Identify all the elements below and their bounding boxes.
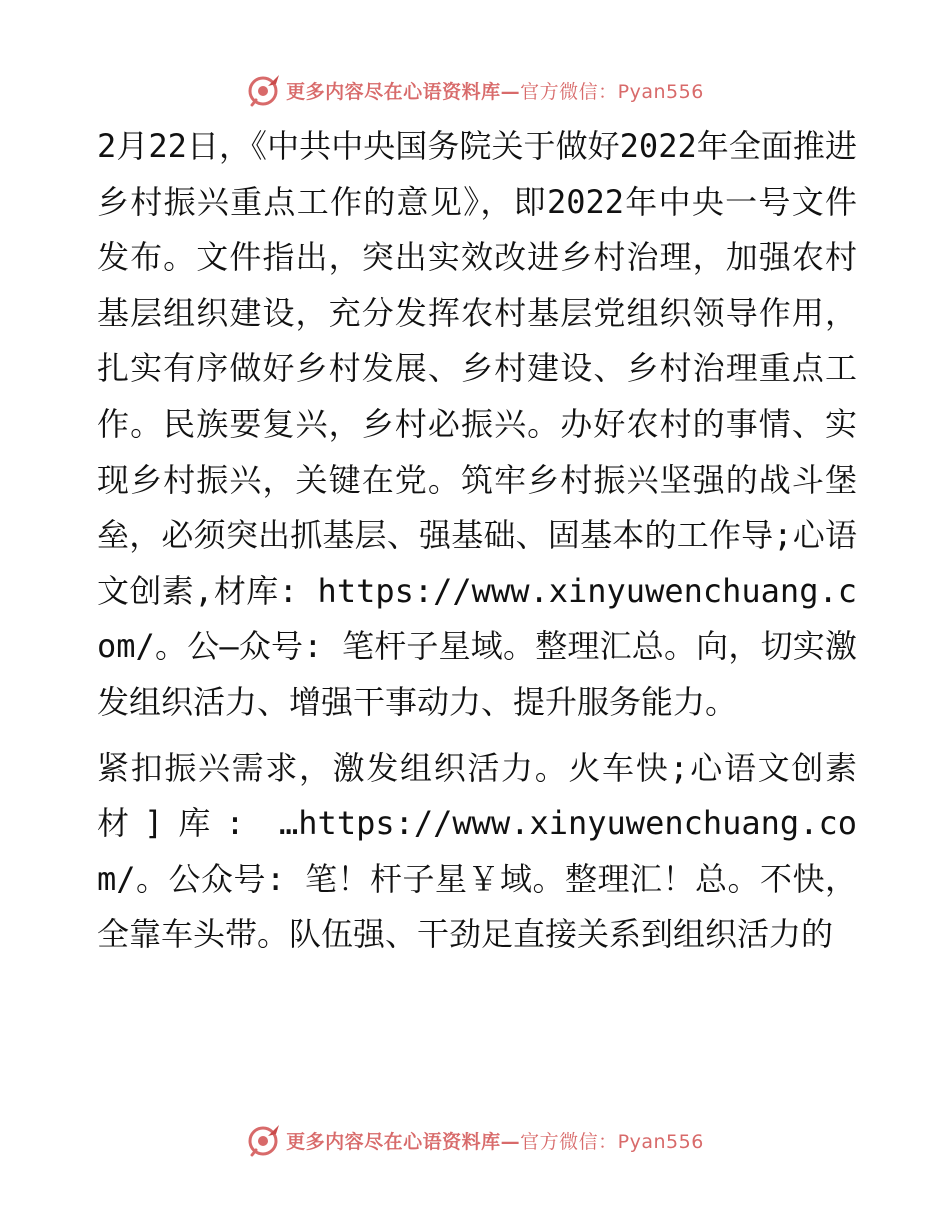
footer-banner-text	[286, 1127, 704, 1154]
footer-banner	[0, 1120, 950, 1160]
paragraph-2: 紧扣振兴需求，激发组织活力。火车快;心语文创素材]库: …https://www.xinyuwenchuang.com/。公众号: 笔！杆子星￥域。整理汇！总。不快，全靠车头带。队伍强、干劲足直接关系到组织活力的	[97, 748, 857, 954]
footer-banner-wechat: 官方微信：Pyan556	[520, 1130, 704, 1153]
header-banner-main: 更多内容尽在心语资料库	[286, 80, 501, 103]
header-banner-text	[286, 77, 704, 104]
quill-logo-icon	[246, 1122, 282, 1158]
header-banner-wechat: 官方微信：Pyan556	[520, 80, 704, 103]
header-banner	[0, 70, 950, 110]
footer-banner-separator: —	[500, 1130, 521, 1153]
paragraph-1: 2月22日，《中共中央国务院关于做好2022年全面推进乡村振兴重点工作的意见》，即2022年中央一号文件发布。文件指出，突出实效改进乡村治理，加强农村基层组织建设，充分发挥农村基层党组织领导作用，扎实有序做好乡村发展、乡村建设、乡村治理重点工作。民族要复兴，乡村必振兴。办好农村的事情、实现乡村振兴，关键在党。筑牢乡村振兴坚强的战斗堡垒，必须突出抓基层、强基础、固基本的工作导;心语文创素,材库: https://www.xinyuwenchuang.com/。公—众号: 笔杆子星域。整理汇总。向，切实激发组织活力、增强干事动力、提升服务能力。	[97, 127, 857, 721]
quill-logo-icon	[246, 72, 282, 108]
header-banner-separator: —	[500, 80, 521, 103]
footer-banner-main: 更多内容尽在心语资料库	[286, 1130, 501, 1153]
document-body	[97, 119, 857, 963]
